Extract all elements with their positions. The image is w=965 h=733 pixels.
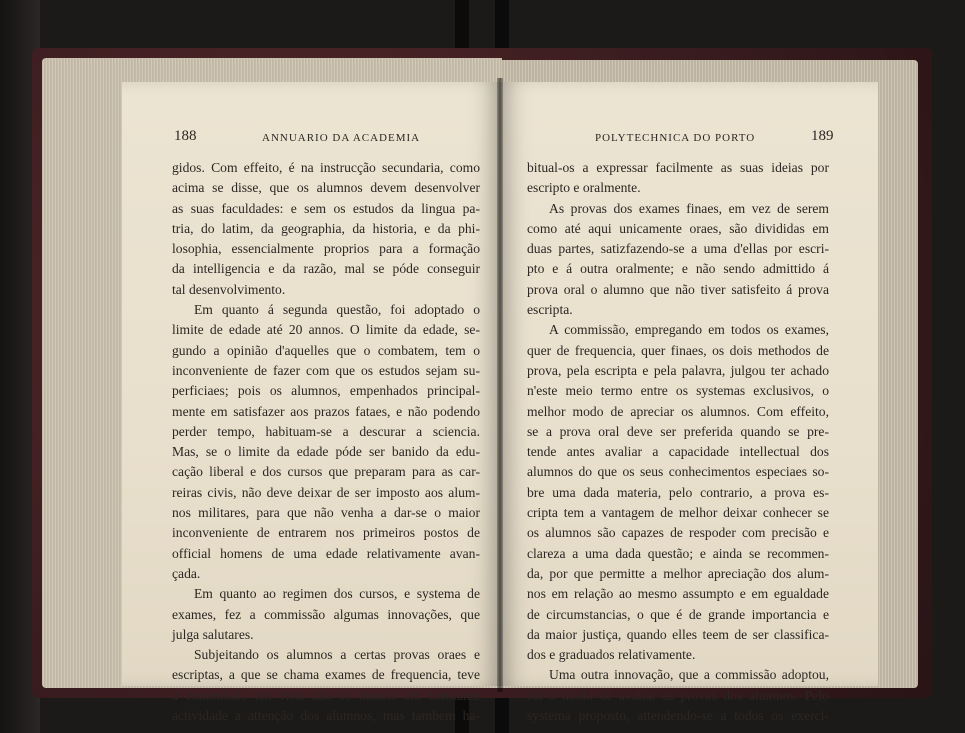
text-line: se a prova oral deve ser preferida quando se pre-: [527, 423, 829, 439]
text-line: de circumstancias, o que é de grande importancia e: [527, 606, 829, 622]
text-line: bre uma dada materia, pelo contrario, a prova es-: [527, 484, 829, 500]
text-line: As provas dos exames finaes, em vez de serem: [549, 200, 829, 216]
text-line: official homens de uma edade relativamente avan-: [172, 545, 480, 561]
text-line: clareza a uma dada questão; e ainda se recommen-: [527, 545, 829, 561]
text-line: julga salutares.: [172, 626, 254, 642]
text-line: da intelligencia e da razão, mal se póde conseguir: [172, 261, 480, 277]
text-line: Em quanto á segunda questão, foi adoptado o: [194, 302, 480, 318]
text-line: da, por que permitte a melhor apreciação dos alum-: [527, 565, 829, 581]
text-line: bitual-os a expressar facilmente as suas ideias por: [527, 160, 829, 175]
text-line: nos militares, para que não venha a dar-se o maior: [172, 505, 480, 521]
text-line: reiras civis, não deve deixar de ser imposto aos alum-: [172, 484, 480, 500]
text-line: prova, pela escripta e pela palavra, julgou ter achado: [527, 362, 829, 378]
text-line: inconveniente de entrarem nos primeiros postos de: [172, 525, 480, 541]
text-line: A commissão, empregando em todos os exames,: [549, 322, 829, 338]
page-number: 189: [811, 128, 834, 144]
text-line: exames, fez a commissão algumas innovações, que: [172, 606, 480, 622]
text-line: como até aqui unicamente oraes, são divididas em: [527, 220, 829, 236]
text-line: tal desenvolvimento.: [172, 281, 286, 297]
text-line: Em quanto ao regimen dos cursos, e systema de: [194, 586, 480, 602]
text-line: escripta.: [527, 302, 573, 318]
left-page: [122, 82, 500, 724]
text-line: escripto e oralmente.: [527, 180, 641, 196]
text-line: tria, do latim, da geographia, da historia, e da phi-: [172, 220, 480, 236]
text-line: os alumnos são capazes de respoder com precisão e: [527, 525, 829, 541]
text-line: prova oral o alumno que não tiver satisfeito á prova: [527, 281, 829, 297]
text-line: losophia, essencialmente proprios para a formação: [172, 241, 480, 257]
page-number: 188: [174, 128, 197, 144]
text-line: tende antes avaliar a capacidade intellectual dos: [527, 444, 829, 460]
running-header: ANNUARIO DA ACADEMIA: [262, 132, 421, 144]
text-line: çada.: [172, 565, 201, 581]
text-line: nos em relação ao mesmo assumpto e em egualdade: [527, 586, 829, 602]
page-text: [527, 158, 829, 726]
text-line: alumnos do que os seus conhecimentos especiaes so-: [527, 464, 829, 480]
text-line: perficiaes; pois os alumnos, empenhados principal-: [172, 383, 480, 399]
text-line: melhor modo de apreciar os alumnos. Com effeito,: [527, 403, 829, 419]
text-line: n'este meio termo entre os systemas exclusivos, o: [527, 383, 829, 399]
text-line: foi o modo de avaliar as provas dos alumnos. Pelo: [527, 687, 829, 703]
right-page: [500, 82, 878, 724]
text-line: mente em satisfazer aos prazos fataes, e não podendo: [172, 403, 480, 419]
text-line: duas partes, satizfazendo-se a uma d'ellas por escri-: [527, 241, 829, 257]
text-line: as suas faculdades: e sem os estudos da lingua pa-: [172, 200, 480, 216]
text-line: perder tempo, habituam-se a descurar a sciencia.: [172, 423, 480, 439]
text-line: systema proposto, attendendo-se a todos os exerci-: [527, 708, 829, 724]
text-line: limite de edade até 20 annos. O limite da edade, se-: [172, 322, 480, 338]
text-line: gidos. Com effeito, é na instrucção secundaria, como: [172, 160, 480, 175]
text-line: acima se disse, que os alumnos devem desenvolver: [172, 180, 480, 196]
page-text: [172, 158, 480, 726]
text-line: cripta tem a vantagem de melhor deixar conhecer se: [527, 505, 829, 521]
text-line: a commissão em vista não só manter em constante: [172, 687, 480, 703]
text-line: dos e graduados relativamente.: [527, 647, 696, 663]
text-line: Uma outra innovação, que a commissão adoptou,: [549, 667, 829, 683]
book-gutter: [497, 78, 503, 692]
text-line: escriptas, a que se chama exames de frequencia, teve: [172, 667, 480, 683]
text-line: quer de frequencia, quer finaes, os dois methodos de: [527, 342, 829, 358]
text-line: Subjeitando os alumnos a certas provas oraes e: [194, 647, 480, 663]
text-line: cação liberal e dos cursos que preparam para as car-: [172, 464, 480, 480]
text-line: inconveniente de fazer com que os estudos sejam su-: [172, 362, 480, 378]
running-header: POLYTECHNICA DO PORTO: [595, 132, 756, 144]
text-line: gundo a opinião d'aquelles que o combatem, tem o: [172, 342, 480, 358]
text-line: actividade a attenção dos alumnos, mas tambem ha-: [172, 708, 480, 724]
text-line: da maior justiça, quando elles teem de ser classifica-: [527, 626, 829, 642]
text-line: pto e á outra oralmente; e não sendo admittido á: [527, 261, 829, 277]
text-line: Mas, se o limite da edade póde ser banido da edu-: [172, 444, 480, 460]
